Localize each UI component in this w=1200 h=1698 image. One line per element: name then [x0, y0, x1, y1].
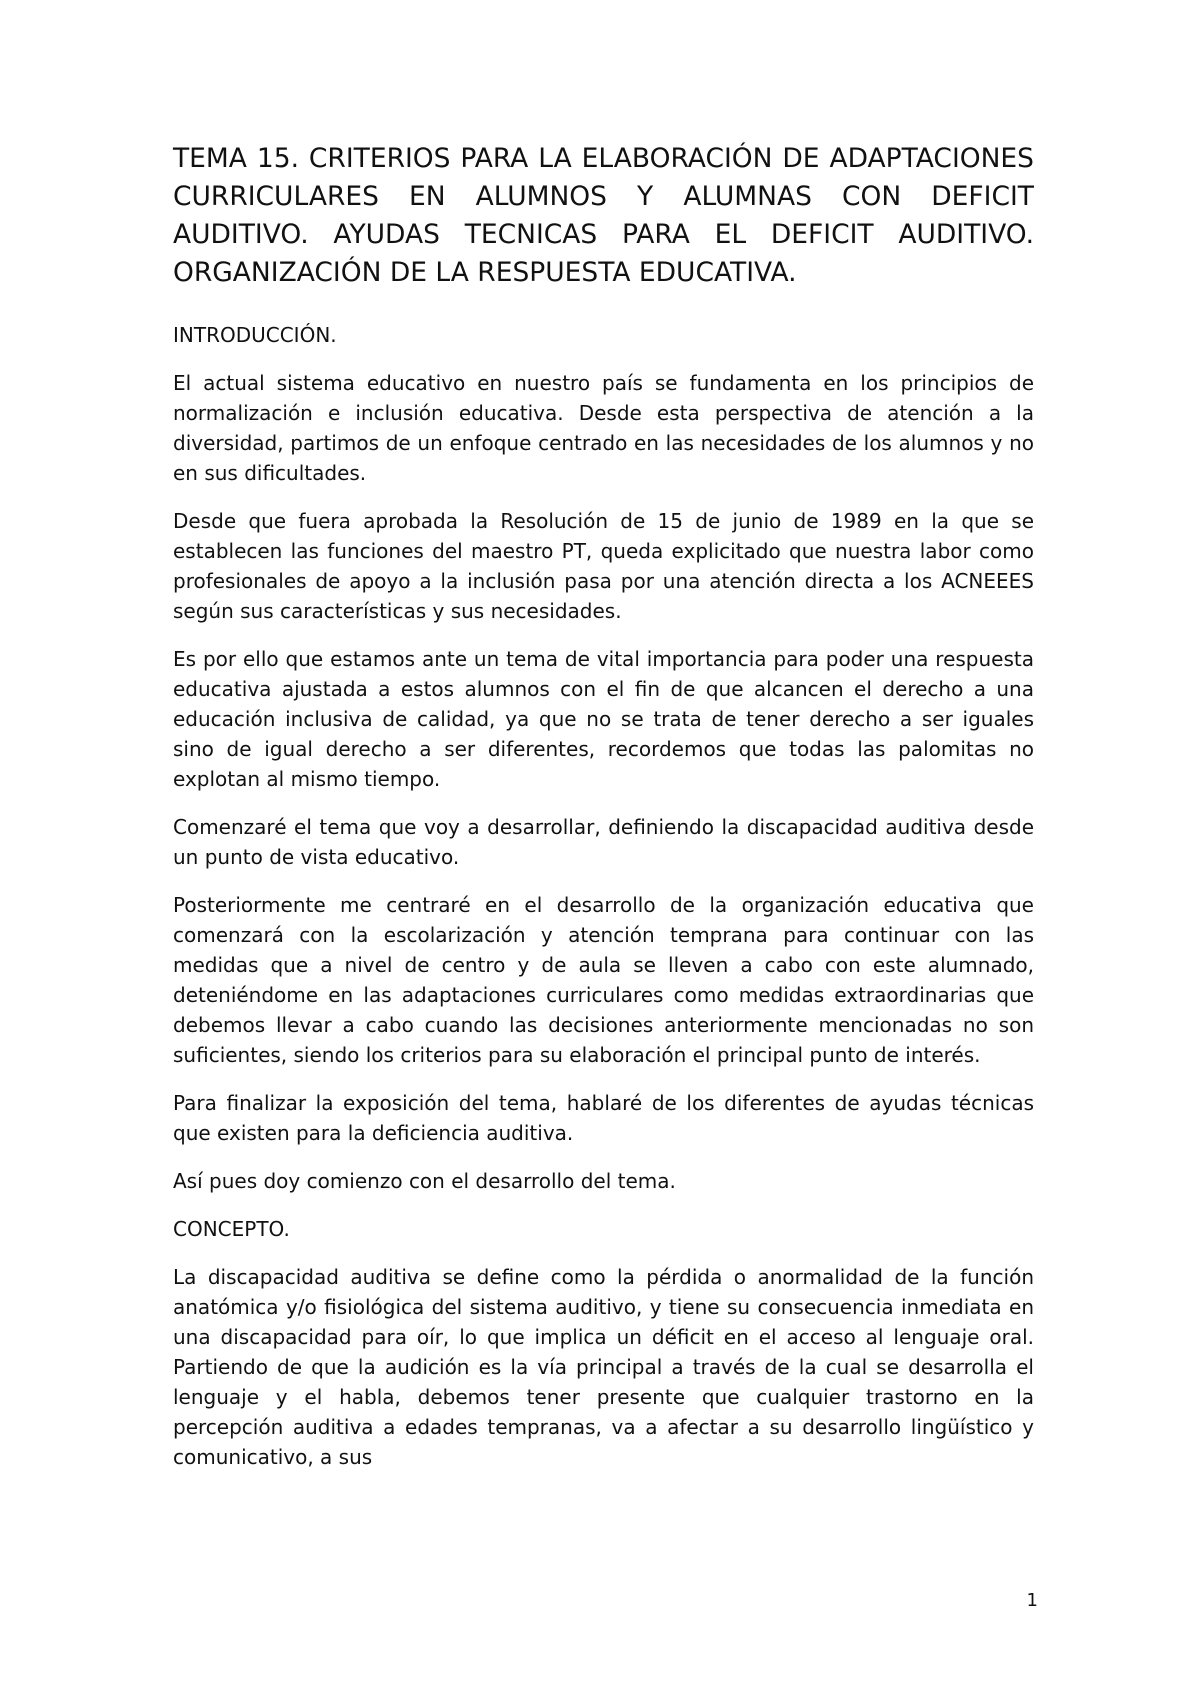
- section-heading-introduccion: INTRODUCCIÓN.: [173, 323, 337, 347]
- intro-paragraph-3: Es por ello que estamos ante un tema de vital importancia para poder una respuesta educativa ajustada a estos alumnos con el fin de que alcancen el derecho a una educación inclusiva de calidad, ya que no se trata de tener derecho a ser iguales sino de igual derecho a ser diferentes, recordemos que todas las palomitas no explotan al mismo tiempo.: [173, 647, 1034, 791]
- section-heading-concepto: CONCEPTO.: [173, 1217, 290, 1241]
- intro-paragraph-7: Así pues doy comienzo con el desarrollo del tema.: [173, 1169, 676, 1193]
- concept-paragraph-1: La discapacidad auditiva se define como la pérdida o anormalidad de la función anatómica y/o fisiológica del sistema auditivo, y tiene su consecuencia inmediata en una discapacidad para oír, lo que implica un déficit en el acceso al lenguaje oral. Partiendo de que la audición es la vía principal a través de la cual se desarrolla el lenguaje y el habla, debemos tener presente que cualquier trastorno en la percepción auditiva a edades tempranas, va a afectar a su desarrollo lingüístico y comunicativo, a sus: [173, 1265, 1034, 1469]
- intro-paragraph-5: Posteriormente me centraré en el desarrollo de la organización educativa que comenzará con la escolarización y atención temprana para continuar con las medidas que a nivel de centro y de aula se lleven a cabo con este alumnado, deteniéndome en las adaptaciones curriculares como medidas extraordinarias que debemos llevar a cabo cuando las decisiones anteriormente mencionadas no son suficientes, siendo los criterios para su elaboración el principal punto de interés.: [173, 893, 1034, 1067]
- page-content: [173, 140, 1034, 1490]
- intro-paragraph-4: Comenzaré el tema que voy a desarrollar, definiendo la discapacidad auditiva desde un punto de vista educativo.: [173, 815, 1034, 869]
- intro-paragraph-2: Desde que fuera aprobada la Resolución de 15 de junio de 1989 en la que se establecen las funciones del maestro PT, queda explicitado que nuestra labor como profesionales de apoyo a la inclusión pasa por una atención directa a los ACNEEES según sus características y sus necesidades.: [173, 509, 1034, 623]
- page-number: 1: [1026, 1590, 1038, 1611]
- intro-paragraph-6: Para finalizar la exposición del tema, hablaré de los diferentes de ayudas técnicas que existen para la deficiencia auditiva.: [173, 1091, 1034, 1145]
- intro-paragraph-1: El actual sistema educativo en nuestro país se fundamenta en los principios de normalización e inclusión educativa. Desde esta perspectiva de atención a la diversidad, partimos de un enfoque centrado en las necesidades de los alumnos y no en sus dificultades.: [173, 371, 1034, 485]
- document-title: TEMA 15. CRITERIOS PARA LA ELABORACIÓN DE ADAPTACIONES CURRICULARES EN ALUMNOS Y ALUMNAS CON DEFICIT AUDITIVO. AYUDAS TECNICAS PARA EL DEFICIT AUDITIVO. ORGANIZACIÓN DE LA RESPUESTA EDUCATIVA.: [173, 143, 1034, 288]
